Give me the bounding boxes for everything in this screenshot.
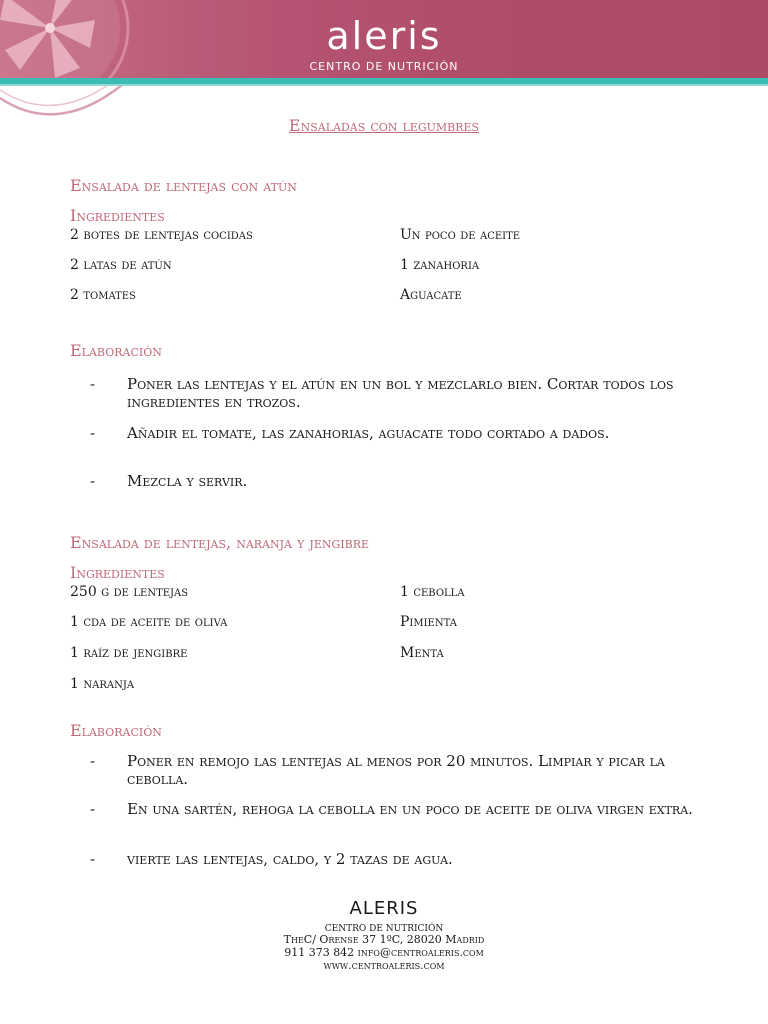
list-dash: - — [90, 752, 96, 770]
recipe-title: Ensalada de lentejas con atún — [70, 176, 297, 195]
list-dash: - — [90, 800, 96, 818]
ingredient-item: 1 cda de aceite de oliva — [70, 614, 228, 630]
ingredients-heading: Ingredientes — [70, 206, 165, 225]
step-text: vierte las lentejas, caldo, y 2 tazas de agua. — [127, 850, 453, 868]
footer-address: TheC/ Orense 37 1ºC, 28020 Madrid — [283, 933, 485, 946]
list-dash: - — [90, 472, 96, 490]
ingredient-item: Pimienta — [400, 614, 457, 630]
footer-brand: ALERIS — [349, 898, 419, 919]
method-heading: Elaboración — [70, 341, 162, 360]
ingredient-item: 2 latas de atún — [70, 257, 172, 273]
ingredient-item: Un poco de aceite — [400, 227, 521, 243]
recipe-title: Ensalada de lentejas, naranja y jengibre — [70, 533, 370, 552]
ingredient-item: Menta — [400, 645, 444, 661]
ingredient-item: 1 naranja — [70, 676, 135, 692]
list-dash: - — [90, 850, 96, 868]
ingredient-item: 2 botes de lentejas cocidas — [70, 227, 253, 243]
ingredient-item: 1 zanahoria — [400, 257, 480, 273]
method-heading: Elaboración — [70, 721, 162, 740]
page-title: Ensaladas con legumbres — [288, 116, 480, 135]
ingredient-item: 250 g de lentejas — [70, 584, 189, 600]
ingredient-item: 1 cebolla — [400, 584, 465, 600]
footer-website: www.centroaleris.com — [323, 959, 445, 972]
brand-subtitle: CENTRO DE NUTRICIÓN — [309, 60, 459, 73]
step-text: En una sartén, rehoga la cebolla en un poco de aceite de oliva virgen extra. — [127, 800, 693, 818]
ingredients-heading: Ingredientes — [70, 563, 165, 582]
step-text: Añadir el tomate, las zanahorias, aguacate todo cortado a dados. — [127, 424, 610, 442]
list-dash: - — [90, 375, 96, 393]
ingredient-item: 1 raíz de jengibre — [70, 645, 188, 661]
ingredient-item: Aguacate — [400, 287, 462, 303]
step-text: Poner las lentejas y el atún en un bol y mezclarlo bien. Cortar todos los ingredientes en trozos. — [127, 375, 674, 411]
list-dash: - — [90, 424, 96, 442]
ingredient-item: 2 tomates — [70, 287, 136, 303]
footer-contact: 911 373 842 info@centroaleris.com — [284, 946, 484, 959]
header-stripe-light — [0, 84, 768, 86]
step-text: Mezcla y servir. — [127, 472, 248, 490]
footer-subtitle: CENTRO DE NUTRICIÓN — [324, 924, 444, 934]
brand-logo: aleris — [326, 14, 442, 58]
step-text: Poner en remojo las lentejas al menos por 20 minutos. Limpiar y picar la cebolla. — [127, 752, 665, 788]
